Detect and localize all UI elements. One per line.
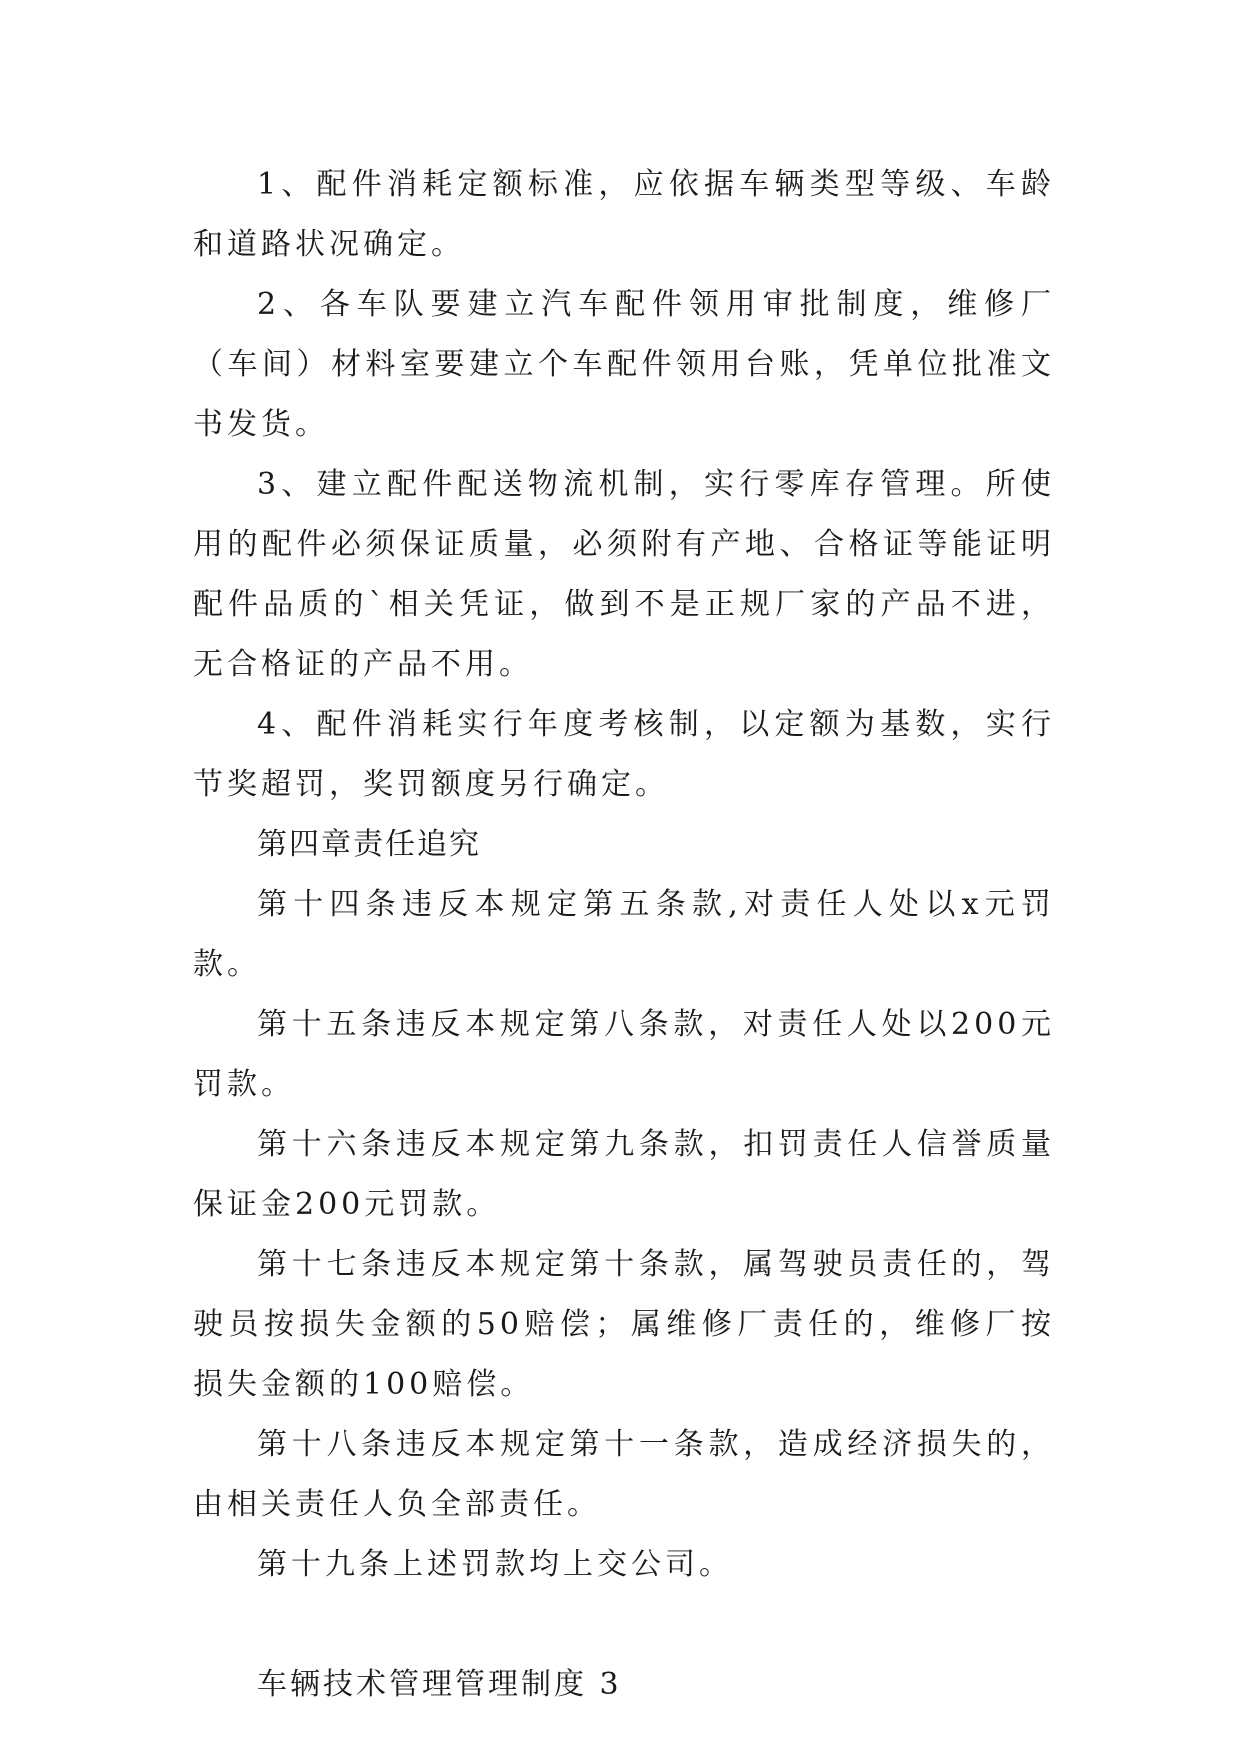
- document-page: [193, 155, 1055, 1715]
- chapter-heading: 第四章责任追究: [257, 827, 481, 862]
- paragraph-1: 1、配件消耗定额标准，应依据车辆类型等级、车龄和道路状况确定。: [193, 167, 1055, 262]
- article-19: 第十九条上述罚款均上交公司。: [257, 1547, 733, 1582]
- article-18: 第十八条违反本规定第十一条款，造成经济损失的，由相关责任人负全部责任。: [193, 1427, 1055, 1522]
- blank-line: [193, 1595, 1055, 1655]
- article-15: 第十五条违反本规定第八条款，对责任人处以200元罚款。: [193, 1007, 1055, 1102]
- paragraph-4: 4、配件消耗实行年度考核制，以定额为基数，实行节奖超罚，奖罚额度另行确定。: [193, 707, 1055, 802]
- article-16: 第十六条违反本规定第九条款，扣罚责任人信誉质量保证金200元罚款。: [193, 1127, 1055, 1222]
- section-title: 车辆技术管理管理制度 3: [257, 1667, 622, 1702]
- paragraph-2: 2、各车队要建立汽车配件领用审批制度，维修厂（车间）材料室要建立个车配件领用台账，凭单位批准文书发货。: [193, 287, 1055, 442]
- article-14: 第十四条违反本规定第五条款,对责任人处以x元罚款。: [193, 887, 1055, 982]
- paragraph-3: 3、建立配件配送物流机制，实行零库存管理。所使用的配件必须保证质量，必须附有产地、合格证等能证明配件品质的`相关凭证，做到不是正规厂家的产品不进，无合格证的产品不用。: [193, 467, 1055, 682]
- article-17: 第十七条违反本规定第十条款，属驾驶员责任的，驾驶员按损失金额的50赔偿；属维修厂责任的，维修厂按损失金额的100赔偿。: [193, 1247, 1055, 1402]
